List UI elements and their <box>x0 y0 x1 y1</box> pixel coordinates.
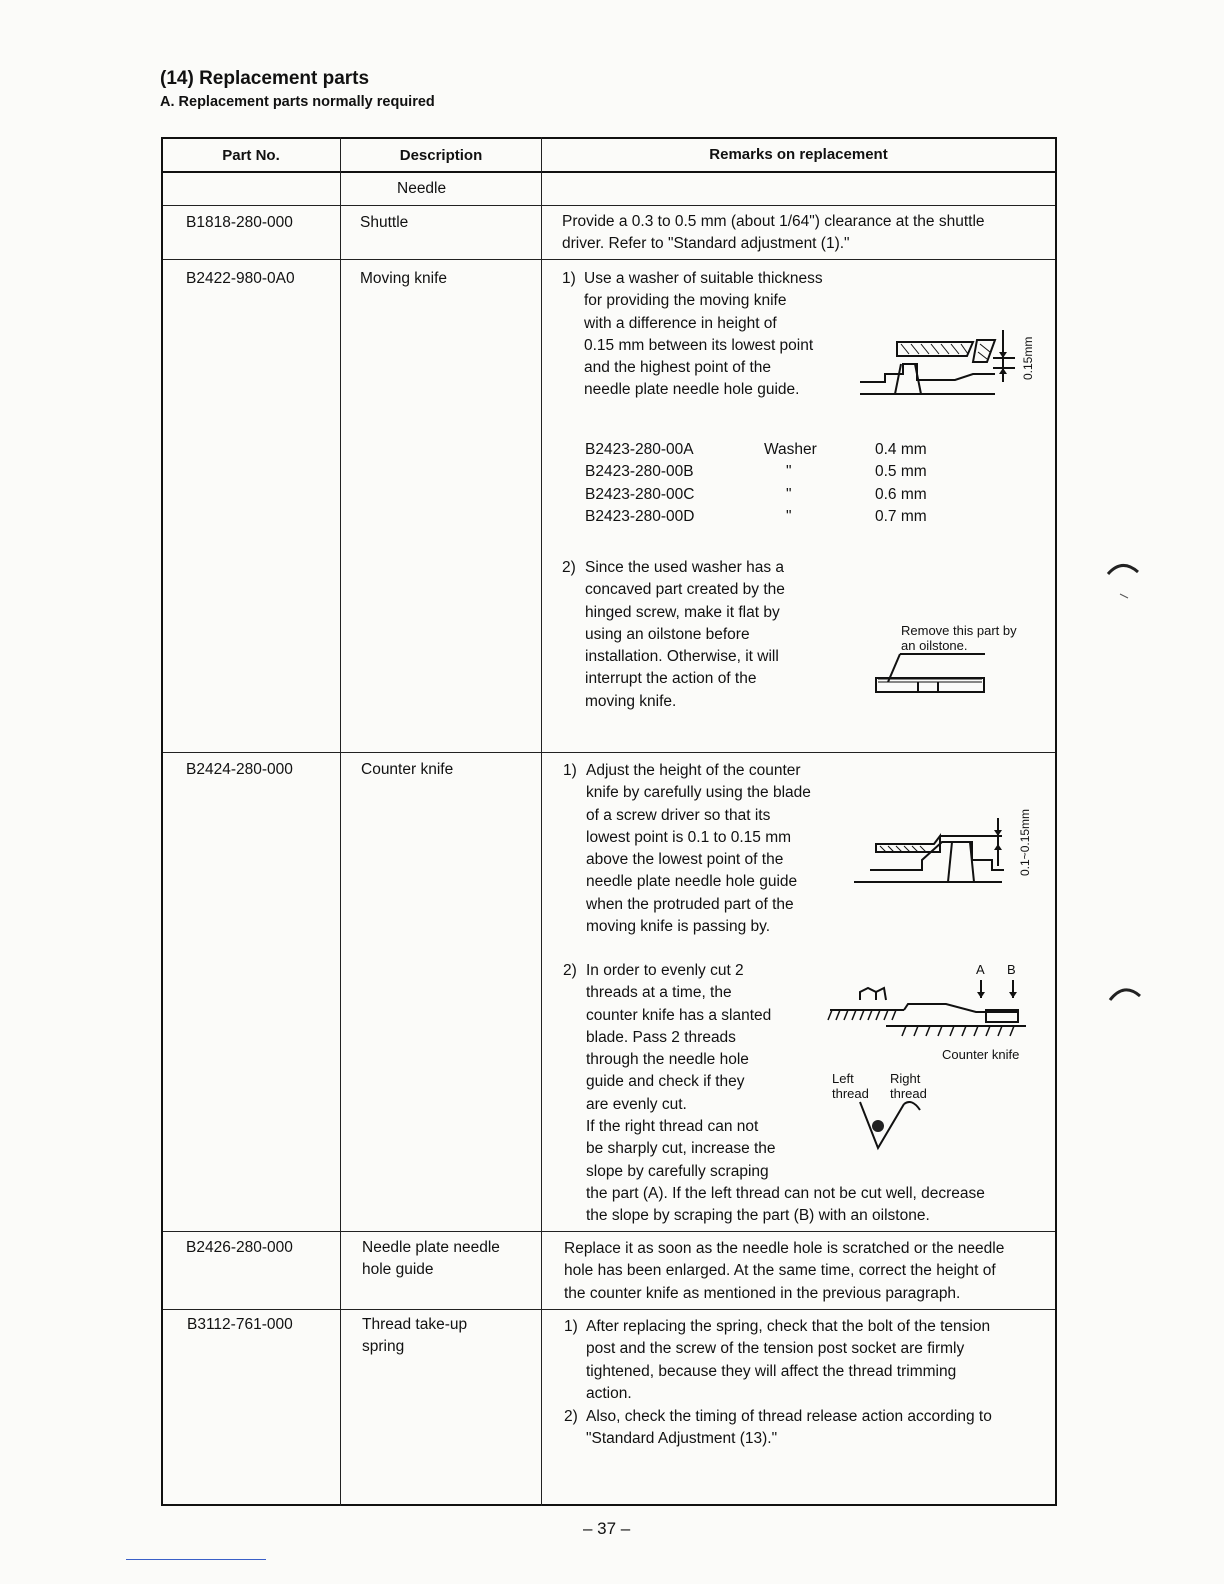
edge-line <box>126 1559 266 1560</box>
remarks-shuttle: Provide a 0.3 to 0.5 mm (about 1/64") clearance at the shuttle driver. Refer to "Standard adjustment (1)." <box>562 213 985 253</box>
dimension-label: 0.15mm <box>1021 336 1035 380</box>
part-no-take-up-spring: B3112-761-000 <box>187 1316 293 1333</box>
binder-hole-mark-icon <box>1104 556 1144 600</box>
washer-sizes: 0.4 mm 0.5 mm 0.6 mm 0.7 mm <box>875 441 927 525</box>
header-remarks: Remarks on replacement <box>709 146 888 163</box>
thread-cut-figure <box>846 1100 936 1154</box>
counter-knife-label: Counter knife <box>942 1047 1020 1062</box>
item-number: 2) <box>562 559 576 576</box>
part-no-needle-hole-guide: B2426-280-000 <box>186 1239 293 1256</box>
point-a-label: A <box>976 962 985 977</box>
washer-part-numbers: B2423-280-00A B2423-280-00B B2423-280-00C B2423-280-00D <box>585 441 695 525</box>
point-b-label: B <box>1007 962 1016 977</box>
moving-knife-item2: Since the used washer has a concaved part created by the hinged screw, make it flat by using an oilstone before installation. Otherwise, it will interrupt the action of the moving knife. <box>585 559 785 710</box>
header-description: Description <box>399 147 483 164</box>
moving-knife-item1: Use a washer of suitable thickness for providing the moving knife with a difference in height of 0.15 mm between its lowest point and the highest point of the needle plate needle hole guide. <box>584 270 823 399</box>
counter-knife-item2: In order to evenly cut 2 threads at a time, the counter knife has a slanted blade. Pass 2 threads through the needle hole guide and check if they are evenly cut. If the right thread can not be sharply cut, increase the slope by carefully scraping the part (A). If the left thread can not be cut well, decrease the slope by scraping the part (B) with an oilstone. <box>586 962 985 1225</box>
desc-shuttle: Shuttle <box>360 214 409 231</box>
page-title: (14) Replacement parts <box>160 68 370 89</box>
take-up-spring-item1: After replacing the spring, check that the bolt of the tension post and the screw of the tension post socket are firmly tightened, because they will affect the thread trimming action. <box>586 1318 991 1402</box>
item-number: 2) <box>563 962 577 979</box>
item-number: 1) <box>564 1318 578 1335</box>
part-no-moving-knife: B2422-980-0A0 <box>186 270 295 287</box>
desc-counter-knife: Counter knife <box>361 761 454 778</box>
dimension-label: 0.1~0.15mm <box>1018 808 1032 876</box>
remarks-needle-hole-guide: Replace it as soon as the needle hole is scratched or the needle hole has been enlarged. At the same time, correct the height of the counter knife as mentioned in the previous paragraph. <box>564 1240 1005 1302</box>
moving-knife-height-figure <box>855 322 1045 400</box>
desc-needle: Needle <box>397 180 447 197</box>
counter-knife-height-figure <box>852 812 1022 888</box>
desc-moving-knife: Moving knife <box>360 270 448 287</box>
right-thread-label: Right thread <box>890 1071 927 1101</box>
part-no-counter-knife: B2424-280-000 <box>186 761 293 778</box>
page-number: – 37 – <box>583 1519 631 1538</box>
oilstone-label: Remove this part by an oilstone. <box>901 623 1017 653</box>
slanted-blade-figure <box>826 976 1036 1046</box>
washer-names: Washer " " " <box>764 441 817 525</box>
item-number: 2) <box>564 1408 578 1425</box>
washer-figure <box>870 652 990 696</box>
part-no-shuttle: B1818-280-000 <box>186 214 293 231</box>
desc-needle-hole-guide: Needle plate needle hole guide <box>362 1239 500 1279</box>
section-subtitle: A. Replacement parts normally required <box>160 94 435 110</box>
header-part-no: Part No. <box>222 147 280 164</box>
binder-hole-mark-icon <box>1106 980 1146 1004</box>
counter-knife-item1: Adjust the height of the counter knife by carefully using the blade of a screw driver so that its lowest point is 0.1 to 0.15 mm above the lowest point of the needle plate needle hole guide when the protruded part of the moving knife is passing by. <box>586 762 811 936</box>
take-up-spring-item2: Also, check the timing of thread release action according to "Standard Adjustment (13)." <box>586 1408 992 1448</box>
left-thread-label: Left thread <box>832 1071 869 1101</box>
item-number: 1) <box>562 270 576 287</box>
desc-take-up-spring: Thread take-up spring <box>362 1316 468 1356</box>
item-number: 1) <box>563 762 577 779</box>
